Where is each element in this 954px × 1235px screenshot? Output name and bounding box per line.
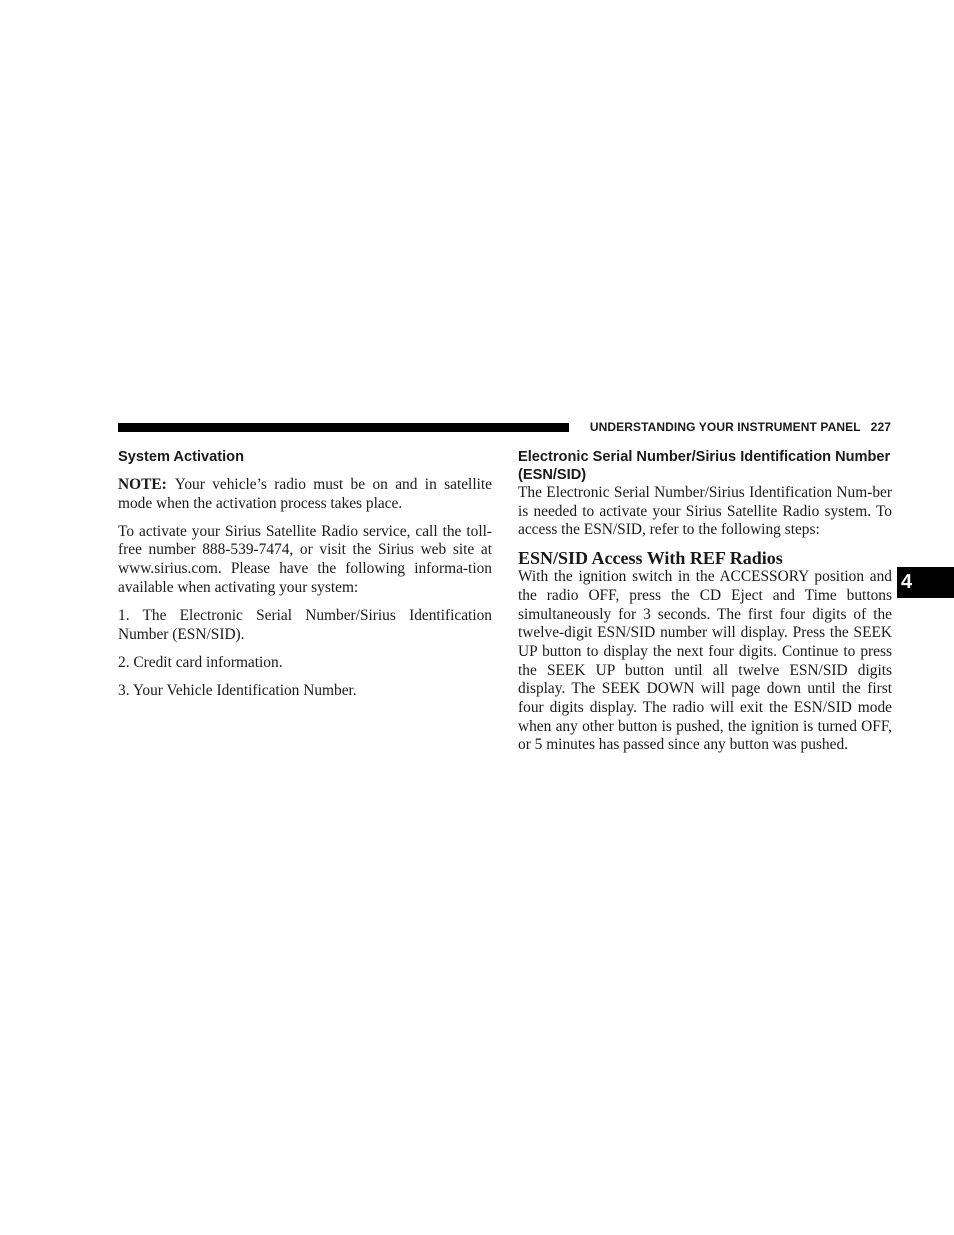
activation-paragraph: To activate your Sirius Satellite Radio service, call the toll-free number 888-539-7474, or visit the Sirius web site at www.sirius.com. Please have the following informa-tion available when activating your system: [118,522,492,596]
esn-intro-paragraph: The Electronic Serial Number/Sirius Identification Num-ber is needed to activate your Sirius Satellite Radio system. To access the ESN/SID, refer to the following steps: [518,484,892,539]
section-heading-system-activation: System Activation [118,449,244,465]
section-title: UNDERSTANDING YOUR INSTRUMENT PANEL [589,420,861,434]
note-paragraph [118,476,492,513]
header-rule [118,423,569,432]
note-label: NOTE: [118,476,167,493]
subheading-ref-radios: ESN/SID Access With REF Radios [518,548,783,569]
list-item: 2. Credit card information. [118,653,283,671]
running-header [578,420,891,435]
page-number: 227 [870,420,891,434]
chapter-tab: 4 [897,567,954,598]
right-column [518,448,892,755]
list-item: 3. Your Vehicle Identification Number. [118,681,357,699]
list-item: 1. The Electronic Serial Number/Sirius Identification Number (ESN/SID). [118,606,492,643]
section-heading-esn-sid: Electronic Serial Number/Sirius Identification Number (ESN/SID) [518,449,891,483]
esn-access-paragraph: With the ignition switch in the ACCESSORY position and the radio OFF, press the CD Eject and Time buttons simultaneously for 3 seconds. The first four digits of the twelve-digit ESN/SID number will display. Press the SEEK UP button to display the next four digits. Continue to press the SEEK UP button until all twelve ESN/SID digits display. The SEEK DOWN will page down until the first four digits display. The radio will exit the ESN/SID mode when any other button is pushed, the ignition is turned OFF, or 5 minutes has passed since any button was pushed. [518,568,892,754]
note-text: Your vehicle’s radio must be on and in satellite mode when the activation process takes place. [118,476,492,512]
left-column [118,448,492,710]
